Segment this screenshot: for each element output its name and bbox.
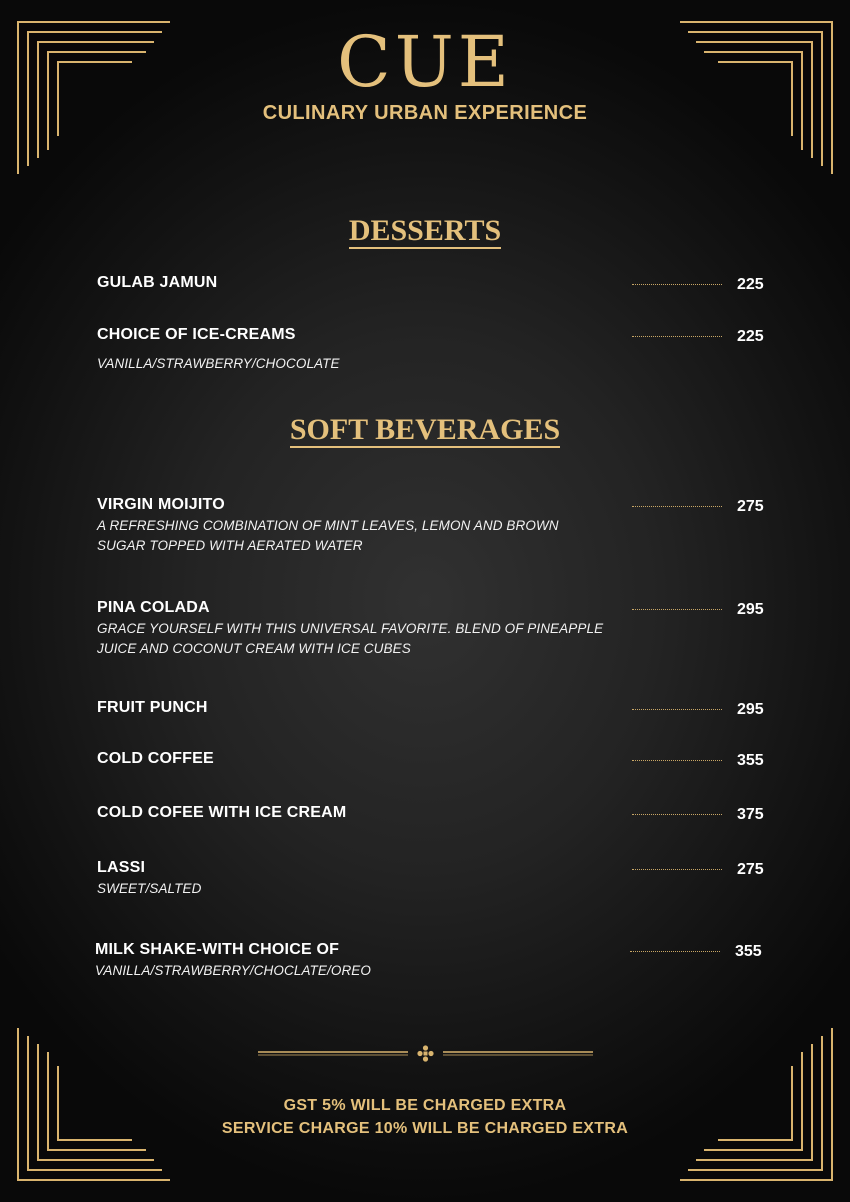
menu-item-cold-cofee-with-ice-cream (97, 802, 777, 824)
gst-note: GST 5% WILL BE CHARGED EXTRA (283, 1097, 567, 1114)
item-leader-dots (632, 609, 722, 610)
item-price: 355 (735, 943, 762, 960)
item-leader-dots (632, 284, 722, 285)
item-name: COLD COFEE WITH ICE CREAM (97, 804, 347, 821)
item-name: PINA COLADA (97, 599, 210, 616)
item-price: 375 (737, 806, 764, 823)
item-price: 225 (737, 328, 764, 345)
item-leader-dots (632, 760, 722, 761)
item-description: VANILLA/STRAWBERRY/CHOCLATE/OREO (95, 963, 372, 978)
item-leader-dots (632, 336, 722, 337)
item-leader-dots (632, 709, 722, 710)
item-price: 275 (737, 861, 764, 878)
item-price: 295 (737, 601, 764, 618)
item-leader-dots (632, 869, 722, 870)
brand-tagline: CULINARY URBAN EXPERIENCE (262, 102, 588, 124)
menu-item-fruit-punch (97, 697, 777, 719)
item-name: COLD COFFEE (97, 750, 214, 767)
service-charge-note: SERVICE CHARGE 10% WILL BE CHARGED EXTRA (221, 1120, 629, 1137)
item-price: 275 (737, 498, 764, 515)
item-leader-dots (632, 814, 722, 815)
item-name: CHOICE OF ICE-CREAMS (97, 326, 296, 343)
menu-item-gulab-jamun (97, 272, 777, 294)
item-description: VANILLA/STRAWBERRY/CHOCOLATE (97, 356, 340, 371)
item-name: MILK SHAKE-WITH CHOICE OF (95, 941, 340, 958)
item-description: SWEET/SALTED (97, 881, 202, 896)
item-description-line-1: GRACE YOURSELF WITH THIS UNIVERSAL FAVORITE. BLEND OF PINEAPPLE (97, 621, 604, 636)
menu-item-virgin-moijito (97, 494, 777, 556)
item-price: 355 (737, 752, 764, 769)
brand-logo: CUE (337, 21, 513, 103)
menu-item-cold-coffee (97, 748, 777, 770)
item-description-line-2: SUGAR TOPPED WITH AERATED WATER (97, 538, 363, 553)
menu-item-lassi (97, 857, 777, 899)
menu-item-pina-colada (97, 597, 777, 659)
item-price: 225 (737, 276, 764, 293)
item-description-line-1: A REFRESHING COMBINATION OF MINT LEAVES, LEMON AND BROWN (97, 518, 559, 533)
item-name: GULAB JAMUN (97, 274, 218, 291)
section-title-desserts: DESSERTS (348, 214, 502, 247)
item-description-line-2: JUICE AND COCONUT CREAM WITH ICE CUBES (97, 641, 411, 656)
footer-divider (258, 1044, 593, 1062)
fleur-ornament-icon (417, 1045, 433, 1061)
menu-item-milk-shake (95, 939, 775, 981)
section-title-soft-beverages: SOFT BEVERAGES (289, 413, 561, 446)
item-name: FRUIT PUNCH (97, 699, 208, 716)
item-leader-dots (632, 506, 722, 507)
item-name: VIRGIN MOIJITO (97, 496, 225, 513)
item-name: LASSI (97, 859, 146, 876)
item-price: 295 (737, 701, 764, 718)
menu-item-choice-of-ice-creams (97, 324, 777, 374)
item-leader-dots (630, 951, 720, 952)
